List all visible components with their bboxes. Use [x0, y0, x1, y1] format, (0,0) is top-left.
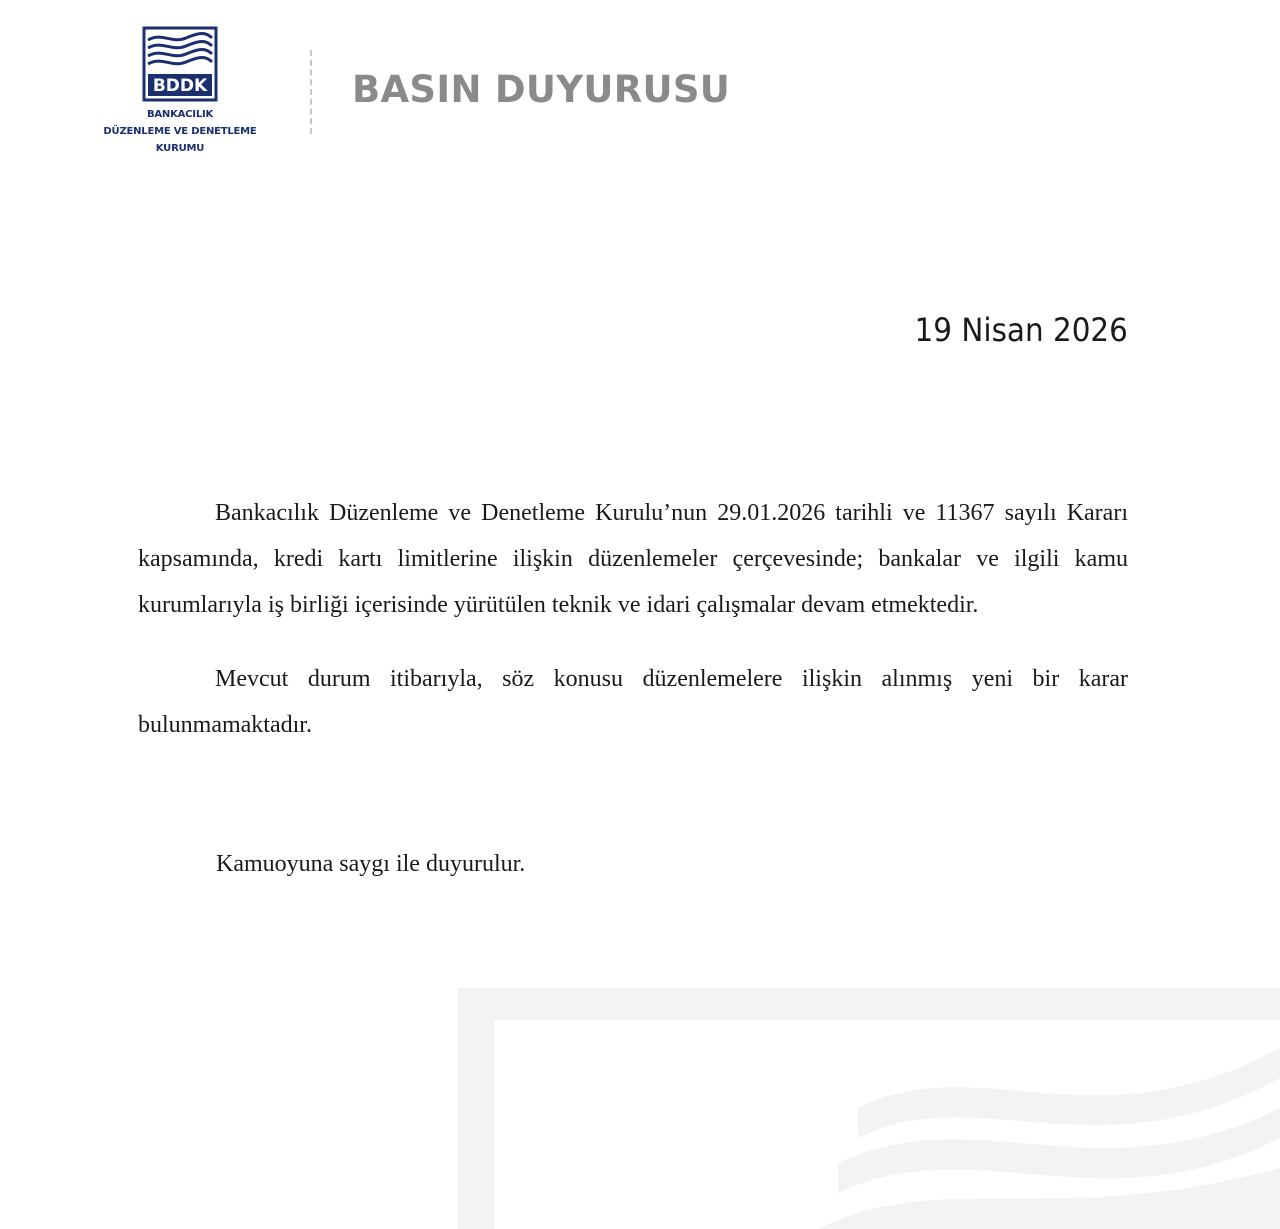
watermark-waves-icon — [458, 988, 1280, 1229]
logo-line-3: KURUMU — [155, 143, 205, 154]
watermark-emblem — [458, 988, 1280, 1229]
bddk-logo — [92, 26, 268, 157]
closing-line: Kamuoyuna saygı ile duyurulur. — [216, 851, 526, 877]
logo-abbr: BDDK — [152, 76, 208, 96]
logo-line-1: BANKACILIK — [146, 109, 214, 120]
logo-line-2: DÜZENLEME VE DENETLEME — [103, 126, 257, 137]
body-paragraph-1: Bankacılık Düzenleme ve Denetleme Kurulu’nun 29.01.2026 tarihli ve 11367 sayılı Kararı kapsamında, kredi kartı limitlerine ilişkin düzenlemeler çerçevesinde; bankalar ve ilgili kamu kurumlarıyla iş birliği içerisinde yürütülen teknik ve idari çalışmalar devam etmektedir. — [138, 500, 1128, 618]
header-divider — [310, 50, 312, 134]
body-paragraph-2: Mevcut durum itibarıyla, söz konusu düzenlemelere ilişkin alınmış yeni bir karar bulunmamaktadır. — [138, 666, 1128, 738]
page-title: BASIN DUYURUSU — [352, 68, 731, 111]
release-date: 19 Nisan 2026 — [914, 311, 1128, 349]
bddk-emblem-icon — [142, 26, 218, 102]
